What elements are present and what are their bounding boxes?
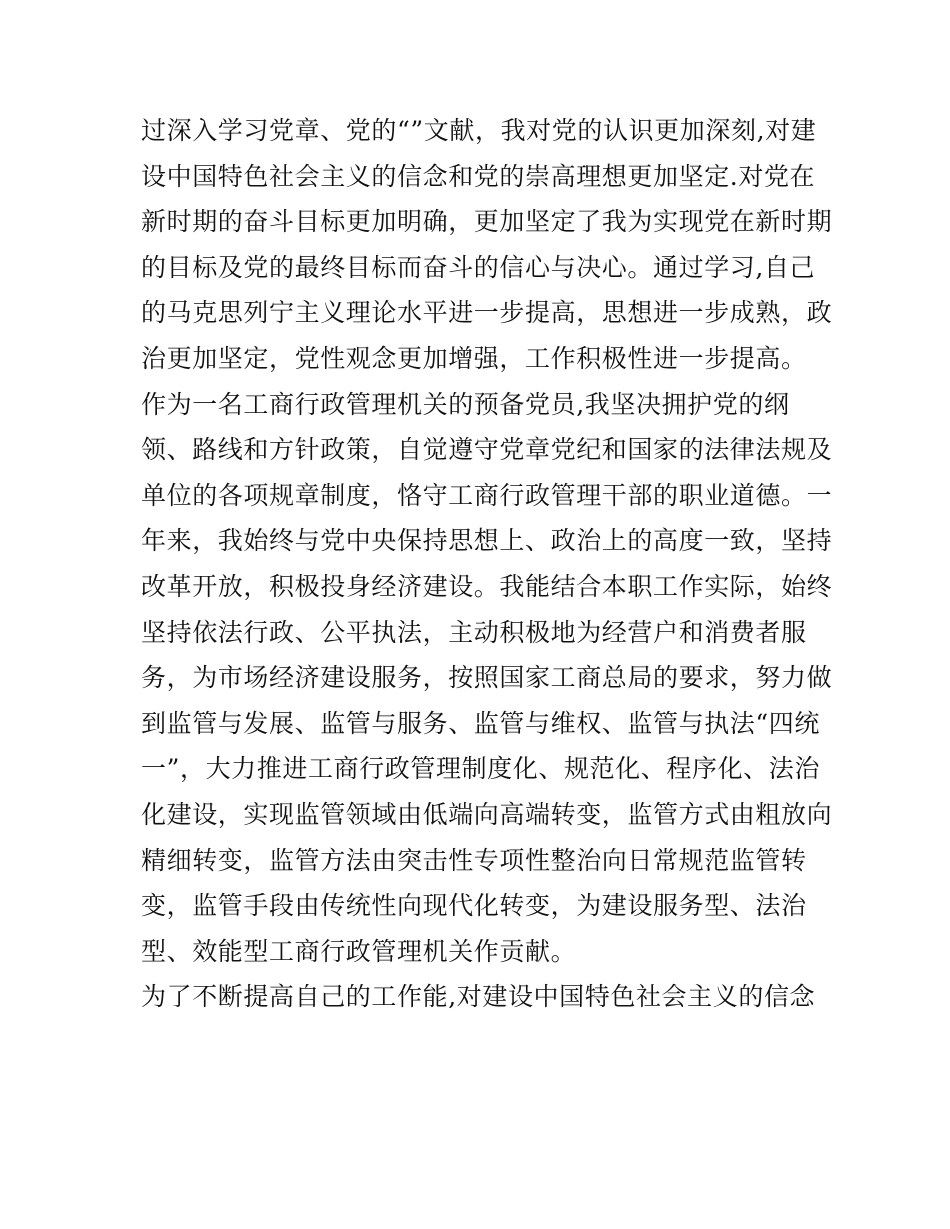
text-line: 到监管与发展、监管与服务、监管与维权、监管与执法“四统 bbox=[141, 708, 820, 738]
text-line: 变，监管手段由传统性向现代化转变，为建设服务型、法治 bbox=[141, 891, 807, 921]
text-line: 的目标及党的最终目标而奋斗的信心与决心。通过学习,自己 bbox=[141, 252, 816, 282]
text-line: 的马克思列宁主义理论水平进一步提高，思想进一步成熟，政 bbox=[141, 298, 833, 328]
text-line: 一”，大力推进工商行政管理制度化、规范化、程序化、法治 bbox=[141, 754, 820, 784]
text-line: 治更加坚定，党性观念更加增强，工作积极性进一步提高。 bbox=[141, 343, 807, 373]
text-line: 坚持依法行政、公平执法，主动积极地为经营户和消费者服 bbox=[141, 617, 807, 647]
text-line: 作为一名工商行政管理机关的预备党员,我坚决拥护党的纲 bbox=[141, 389, 790, 419]
text-line: 领、路线和方针政策，自觉遵守党章党纪和国家的法律法规及 bbox=[141, 435, 833, 465]
text-line: 改革开放，积极投身经济建设。我能结合本职工作实际，始终 bbox=[141, 571, 833, 601]
text-line: 新时期的奋斗目标更加明确，更加坚定了我为实现党在新时期 bbox=[141, 207, 833, 237]
body-text bbox=[141, 108, 833, 1020]
text-line: 设中国特色社会主义的信念和党的崇高理想更加坚定.对党在 bbox=[141, 161, 816, 191]
text-line: 过深入学习党章、党的“”文献，我对党的认识更加深刻,对建 bbox=[141, 116, 817, 145]
text-line: 精细转变，监管方法由突击性专项性整治向日常规范监管转 bbox=[141, 845, 807, 875]
text-line: 年来，我始终与党中央保持思想上、政治上的高度一致，坚持 bbox=[141, 526, 833, 556]
text-line: 型、效能型工商行政管理机关作贡献。 bbox=[141, 936, 577, 966]
text-line: 务，为市场经济建设服务，按照国家工商总局的要求，努力做 bbox=[141, 663, 833, 693]
text-line: 化建设，实现监管领域由低端向高端转变，监管方式由粗放向 bbox=[141, 799, 833, 829]
text-line: 为了不断提高自己的工作能,对建设中国特色社会主义的信念 bbox=[141, 982, 816, 1012]
text-line: 单位的各项规章制度，恪守工商行政管理干部的职业道德。一 bbox=[141, 480, 833, 510]
